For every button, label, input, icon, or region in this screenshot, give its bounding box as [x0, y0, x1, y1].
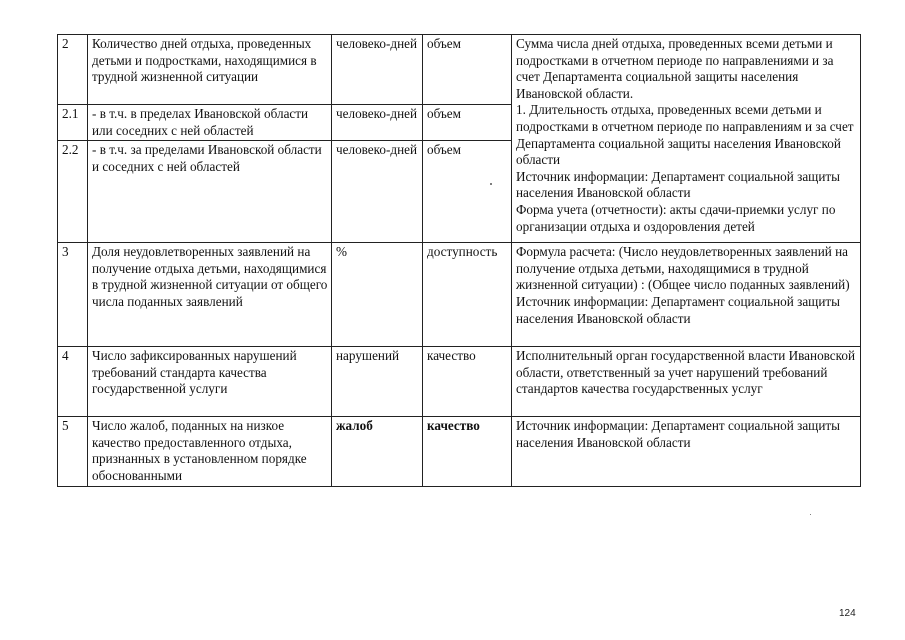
- indicator-type: доступность: [423, 243, 512, 347]
- scan-speck: [490, 183, 492, 185]
- description-line: 1. Длительность отдыха, проведенных всеми детьми и подростками в отчетном периоде по направлениям и за счет Департамента социальной защиты населения Ивановской области: [516, 102, 854, 168]
- indicators-table: [57, 34, 861, 487]
- unit-of-measure: нарушений: [332, 347, 423, 417]
- description-line: Источник информации: Департамент социальной защиты населения Ивановской области: [516, 418, 841, 450]
- indicator-type: объем: [423, 105, 512, 141]
- indicator-type: объем: [423, 35, 512, 105]
- indicator-name: - в т.ч. за пределами Ивановской области и соседних с ней областей: [88, 141, 332, 243]
- indicator-name: Доля неудовлетворенных заявлений на получение отдыха детьми, находящимися в трудной жизненной ситуации от общего числа поданных заявлений: [88, 243, 332, 347]
- indicator-name: Число жалоб, поданных на низкое качество предоставленного отдыха, признанных в установленном порядке обоснованными: [88, 417, 332, 487]
- table-row: [58, 35, 861, 105]
- indicator-type: качество: [423, 417, 512, 487]
- row-number: 5: [58, 417, 88, 487]
- unit-of-measure: человеко-дней: [332, 35, 423, 105]
- row-number: 3: [58, 243, 88, 347]
- scan-speck: [810, 514, 811, 515]
- indicator-name: Число зафиксированных нарушений требований стандарта качества государственной услуги: [88, 347, 332, 417]
- unit-of-measure: человеко-дней: [332, 105, 423, 141]
- row-number: 2: [58, 35, 88, 105]
- unit-of-measure: %: [332, 243, 423, 347]
- table-row: [58, 347, 861, 417]
- indicator-description: [512, 243, 861, 347]
- row-number: 4: [58, 347, 88, 417]
- row-number: 2.2: [58, 141, 88, 243]
- description-line: Источник информации: Департамент социальной защиты населения Ивановской области: [516, 293, 841, 326]
- unit-of-measure: человеко-дней: [332, 141, 423, 243]
- indicator-name: Количество дней отдыха, проведенных детьми и подростками, находящимися в трудной жизненной ситуации: [88, 35, 332, 105]
- indicator-type: объем: [423, 141, 512, 243]
- description-line: Источник информации: Департамент социальной защиты населения Ивановской области: [516, 168, 841, 201]
- description-line: Форма учета (отчетности): акты сдачи-приемки услуг по организации отдыха и оздоровления детей: [516, 201, 836, 234]
- table-row: [58, 417, 861, 487]
- table-row: [58, 243, 861, 347]
- indicator-description: [512, 35, 861, 243]
- description-line: Исполнительный орган государственной власти Ивановской области, ответственный за учет нарушений требований стандартов качества государственных услуг: [516, 348, 856, 397]
- indicator-description: [512, 417, 861, 487]
- indicator-description: [512, 347, 861, 417]
- indicator-type: качество: [423, 347, 512, 417]
- description-line: Формула расчета: (Число неудовлетворенных заявлений на получение отдыха детьми, находящимися в трудной жизненной ситуации) : (Общее число поданных заявлений): [516, 244, 850, 293]
- unit-of-measure: жалоб: [332, 417, 423, 487]
- indicator-name: - в т.ч. в пределах Ивановской области или соседних с ней областей: [88, 105, 332, 141]
- description-line: Сумма числа дней отдыха, проведенных всеми детьми и подростками в отчетном периоде по направлениями и за счет Департамента социальной защиты населения Ивановской области.: [516, 36, 834, 101]
- row-number: 2.1: [58, 105, 88, 141]
- page-number: 124: [839, 608, 856, 619]
